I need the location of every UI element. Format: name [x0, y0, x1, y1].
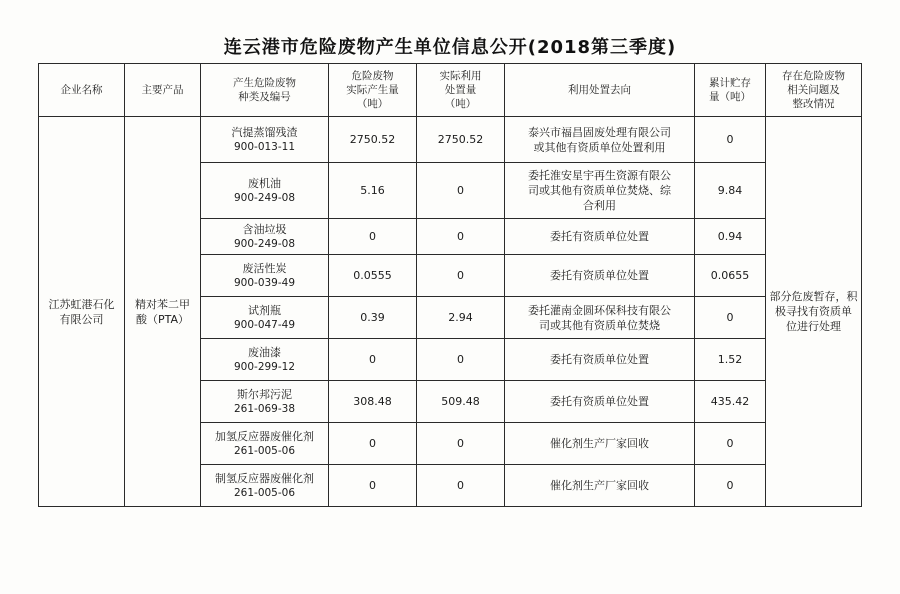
product-cell: 精对苯二甲 酸（PTA）	[125, 117, 201, 507]
destination-cell: 委托有资质单位处置	[505, 255, 695, 297]
produced-cell: 308.48	[329, 381, 417, 423]
waste-info-table	[38, 63, 862, 507]
header-product: 主要产品	[125, 64, 201, 117]
utilized-cell: 0	[417, 339, 505, 381]
waste-type-cell: 废机油 900-249-08	[201, 163, 329, 219]
utilized-cell: 0	[417, 465, 505, 507]
header-stored: 累计贮存 量（吨）	[695, 64, 766, 117]
issues-cell: 部分危废暂存，积 极寻找有资质单 位进行处理	[766, 117, 862, 507]
stored-cell: 0	[695, 423, 766, 465]
destination-cell: 催化剂生产厂家回收	[505, 465, 695, 507]
destination-cell: 委托有资质单位处置	[505, 381, 695, 423]
header-utilized: 实际利用 处置量 （吨）	[417, 64, 505, 117]
destination-cell: 泰兴市福昌固废处理有限公司 或其他有资质单位处置利用	[505, 117, 695, 163]
produced-cell: 0.0555	[329, 255, 417, 297]
waste-type-cell: 废油漆 900-299-12	[201, 339, 329, 381]
produced-cell: 5.16	[329, 163, 417, 219]
header-row	[39, 64, 862, 117]
header-company: 企业名称	[39, 64, 125, 117]
stored-cell: 9.84	[695, 163, 766, 219]
stored-cell: 0	[695, 297, 766, 339]
utilized-cell: 2.94	[417, 297, 505, 339]
company-cell: 江苏虹港石化 有限公司	[39, 117, 125, 507]
produced-cell: 0.39	[329, 297, 417, 339]
stored-cell: 1.52	[695, 339, 766, 381]
stored-cell: 0	[695, 117, 766, 163]
produced-cell: 0	[329, 465, 417, 507]
utilized-cell: 0	[417, 163, 505, 219]
destination-cell: 委托淮安星宇再生资源有限公 司或其他有资质单位焚烧、综 合利用	[505, 163, 695, 219]
header-issues: 存在危险废物 相关问题及 整改情况	[766, 64, 862, 117]
table-body	[39, 117, 862, 507]
utilized-cell: 0	[417, 219, 505, 255]
utilized-cell: 0	[417, 255, 505, 297]
produced-cell: 2750.52	[329, 117, 417, 163]
stored-cell: 435.42	[695, 381, 766, 423]
waste-type-cell: 废活性炭 900-039-49	[201, 255, 329, 297]
waste-type-cell: 含油垃圾 900-249-08	[201, 219, 329, 255]
document-title: 连云港市危险废物产生单位信息公开(2018第三季度)	[223, 37, 677, 58]
table-row	[39, 117, 862, 163]
waste-type-cell: 斯尔邦污泥 261-069-38	[201, 381, 329, 423]
stored-cell: 0	[695, 465, 766, 507]
waste-type-cell: 汽提蒸馏残渣 900-013-11	[201, 117, 329, 163]
header-produced: 危险废物 实际产生量 （吨）	[329, 64, 417, 117]
header-waste-type: 产生危险废物 种类及编号	[201, 64, 329, 117]
produced-cell: 0	[329, 219, 417, 255]
utilized-cell: 2750.52	[417, 117, 505, 163]
waste-type-cell: 加氢反应器废催化剂 261-005-06	[201, 423, 329, 465]
stored-cell: 0.94	[695, 219, 766, 255]
produced-cell: 0	[329, 423, 417, 465]
produced-cell: 0	[329, 339, 417, 381]
destination-cell: 委托有资质单位处置	[505, 339, 695, 381]
header-destination: 利用处置去向	[505, 64, 695, 117]
utilized-cell: 0	[417, 423, 505, 465]
destination-cell: 委托灌南金圆环保科技有限公 司或其他有资质单位焚烧	[505, 297, 695, 339]
stored-cell: 0.0655	[695, 255, 766, 297]
destination-cell: 委托有资质单位处置	[505, 219, 695, 255]
destination-cell: 催化剂生产厂家回收	[505, 423, 695, 465]
waste-type-cell: 试剂瓶 900-047-49	[201, 297, 329, 339]
waste-type-cell: 制氢反应器废催化剂 261-005-06	[201, 465, 329, 507]
utilized-cell: 509.48	[417, 381, 505, 423]
